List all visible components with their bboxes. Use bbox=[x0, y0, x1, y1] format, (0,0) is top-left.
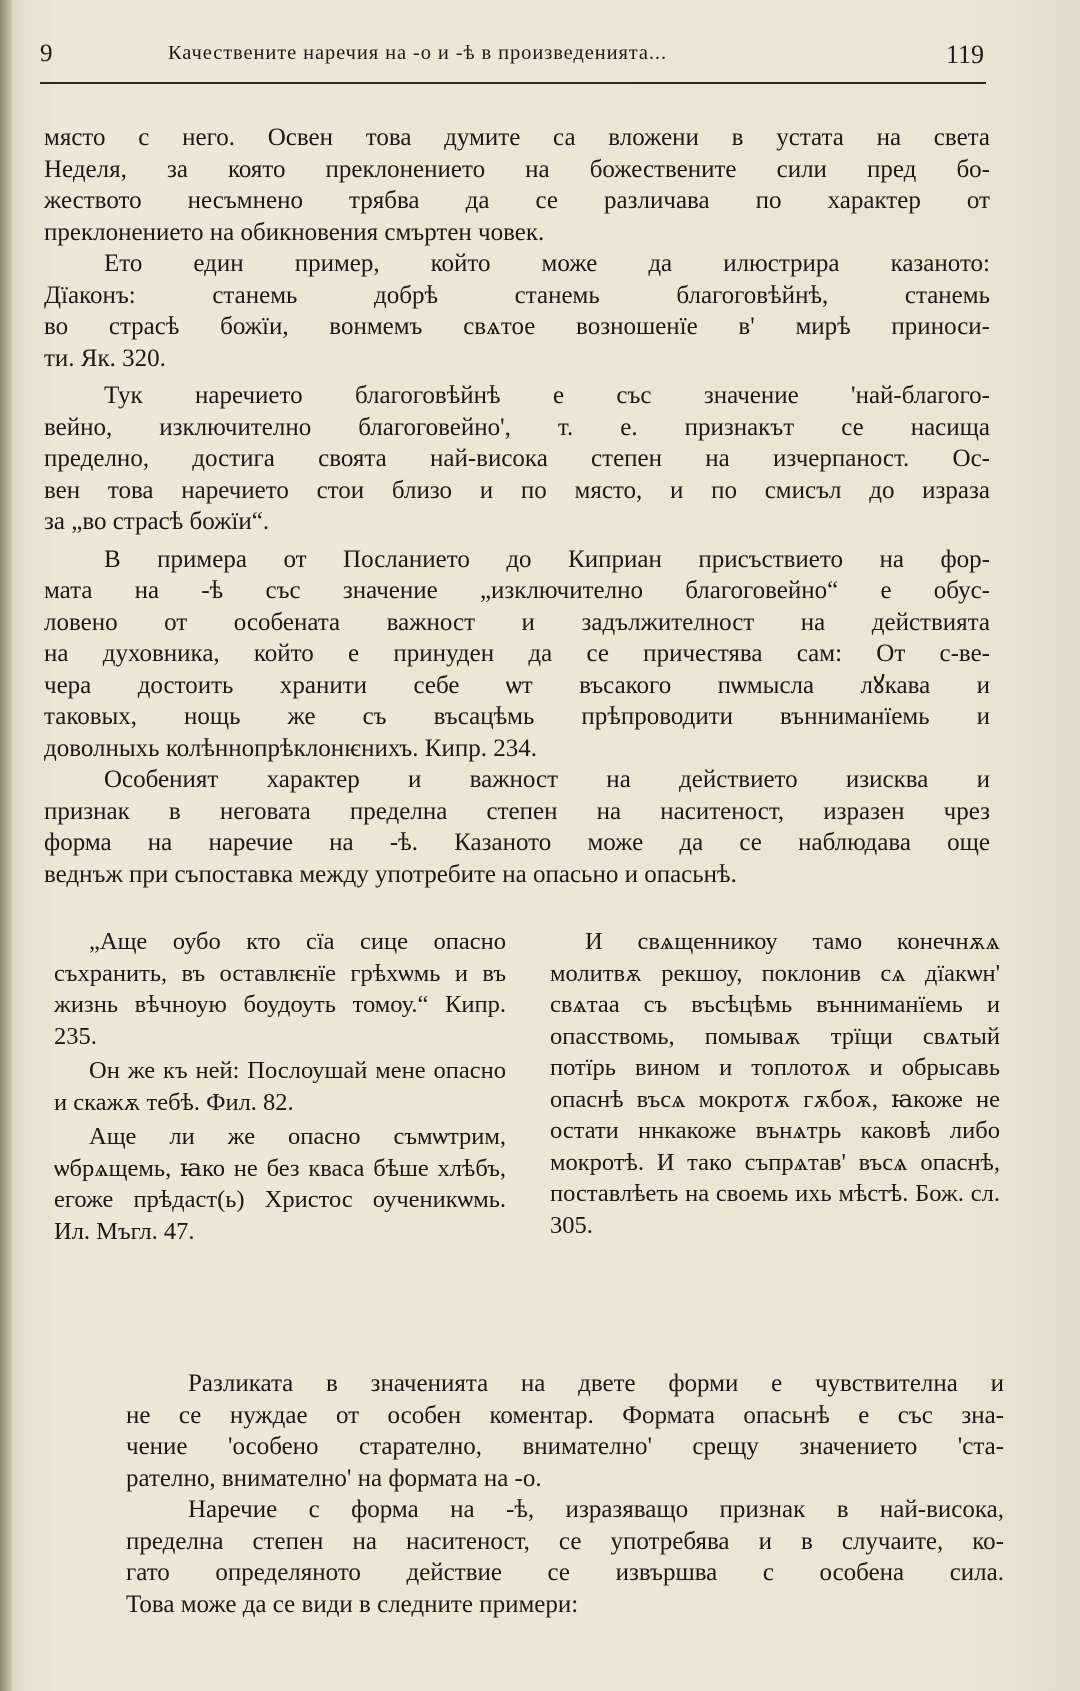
header-rule bbox=[40, 82, 986, 84]
text-line: ловено от особената важност и задължителност на действията bbox=[44, 608, 990, 636]
paragraph-6 bbox=[64, 1368, 1004, 1494]
text-line: Тук наречието благоговѣйнѣ е със значение 'най-благого- bbox=[104, 382, 990, 409]
example-quote: И свѧщенникоу тамо конечнѫѧ молитвѫ рекшоу, поклонив сѧ дїакѡн' свѧтаа съ въсѣцѣмь вънниманїемь и опасствомь, помываѫ трїщи свѧтый потїрь вином и топлотоѫ и обрысавь опаснѣ въсѧ мокротѫ гѫбоѫ, ꙗкоже не остати ннкакоже вънѧтрь каковѣ либо мокротѣ. И тако съпрѧтав' въсѧ опаснѣ, поставлѣеть на своемь ихь мѣстѣ. Бож. сл. 305. bbox=[550, 928, 1000, 1239]
text-line: Дїаконъ: станемь добрѣ станемь благоговѣйнѣ, станемь bbox=[44, 281, 990, 309]
paragraph-5 bbox=[44, 764, 990, 890]
text-line: Разликата в значенията на двете форми е чувствителна и bbox=[188, 1370, 1004, 1397]
text-line: преклонението на обикновения смъртен човек. bbox=[44, 218, 545, 246]
text-line: Особеният характер и важност на действието изисква и bbox=[104, 766, 990, 793]
page-marker: 9 bbox=[40, 40, 53, 67]
example-quote: Он же къ ней: Послоушай мене опасно и скажѫ тебѣ. Фил. 82. bbox=[54, 1057, 506, 1116]
book-spine bbox=[0, 0, 12, 1691]
text-line: пределна степен на наситеност, се употребява и в случаите, ко- bbox=[126, 1527, 1004, 1555]
text-line: В примера от Посланието до Киприан присъствието на фор- bbox=[104, 545, 990, 573]
page-number: 119 bbox=[945, 40, 984, 69]
text-line: доволныхь колѣннопрѣклонѥнихъ. Кипр. 234. bbox=[44, 734, 537, 762]
text-line: ти. Як. 320. bbox=[44, 344, 166, 372]
paragraph-1 bbox=[44, 122, 990, 248]
right-column bbox=[550, 926, 1000, 1244]
paragraph-7 bbox=[64, 1494, 1004, 1620]
text-line: Неделя, за която преклонението на божествените сили пред бо- bbox=[44, 155, 990, 183]
main-text bbox=[44, 122, 990, 890]
text-line: таковых, нощь же съ въсацѣмь прѣпроводити вънниманїемь и bbox=[44, 703, 990, 730]
running-title: Качествените наречия на -о и -ѣ в произведенията... bbox=[168, 42, 667, 64]
paragraph-2 bbox=[44, 248, 990, 374]
text-line: жеството несъмнено трябва да се различава по характер от bbox=[44, 187, 990, 214]
text-line: на духовника, който е принуден да се причестява сам: От с-ве- bbox=[44, 640, 990, 667]
paragraph-4 bbox=[44, 544, 990, 765]
text-line: не се нуждае от особен коментар. Формата опасьнѣ е със зна- bbox=[126, 1401, 1004, 1429]
text-line: гато определяното действие се извършва с особена сила. bbox=[126, 1559, 1004, 1586]
paragraph-3 bbox=[44, 380, 990, 538]
text-line: вен това наречието стои близо и по място, и по смисъл до израза bbox=[44, 476, 990, 504]
text-line: пределно, достига своята най-висока степен на изчерпаност. Ос- bbox=[44, 445, 990, 472]
text-line: рателно, внимателно' на формата на -о. bbox=[126, 1464, 542, 1492]
running-header bbox=[40, 40, 990, 80]
text-line: за „во страсѣ божїи“. bbox=[44, 508, 270, 535]
closing-text bbox=[64, 1368, 1004, 1620]
text-line: во страсѣ божїи, вонмемъ свѧтое возношенїе в' мирѣ приноси- bbox=[44, 313, 990, 340]
text-line: чера достоить хранити себе ѡт въсакого пѡмысла лꙋкава и bbox=[44, 671, 990, 699]
example-columns bbox=[54, 926, 1004, 1346]
text-line: място с него. Освен това думите са вложени в устата на света bbox=[44, 124, 990, 151]
text-line: Това може да се види в следните примери: bbox=[126, 1590, 579, 1618]
text-line: мата на -ѣ със значение „изключително благоговейно“ е обус- bbox=[44, 577, 990, 604]
text-line: Ето един пример, който може да илюстрира казаното: bbox=[104, 250, 990, 277]
text-line: признак в неговата пределна степен на наситеност, изразен чрез bbox=[44, 797, 990, 825]
text-line: чение 'особено старателно, внимателно' срещу значението 'ста- bbox=[126, 1433, 1004, 1460]
text-line: Наречие с форма на -ѣ, изразяващо признак в най-висока, bbox=[188, 1496, 1004, 1523]
text-line: форма на наречие на -ѣ. Казаното може да се наблюдава още bbox=[44, 829, 990, 856]
text-line: веднъж при съпоставка между употребите на опасьно и опасьнѣ. bbox=[44, 860, 737, 888]
text-line: вейно, изключително благоговейно', т. е. признакът се насища bbox=[44, 413, 990, 441]
example-quote: Аще ли же опасно съмѡтрим, ѡбрѧщемь, ꙗко не без кваса бѣше хлѣбъ, егоже прѣдаст(ь) Христос оученикѡмь. Ил. Мъгл. 47. bbox=[54, 1123, 506, 1245]
left-column bbox=[54, 926, 506, 1250]
example-quote: „Аще оубо кто сїа сице опасно съхранить, въ оставлѥнїе грѣхѡмь и въ жизнь вѣчноую боудоуть томоу.“ Кипр. 235. bbox=[54, 928, 506, 1050]
